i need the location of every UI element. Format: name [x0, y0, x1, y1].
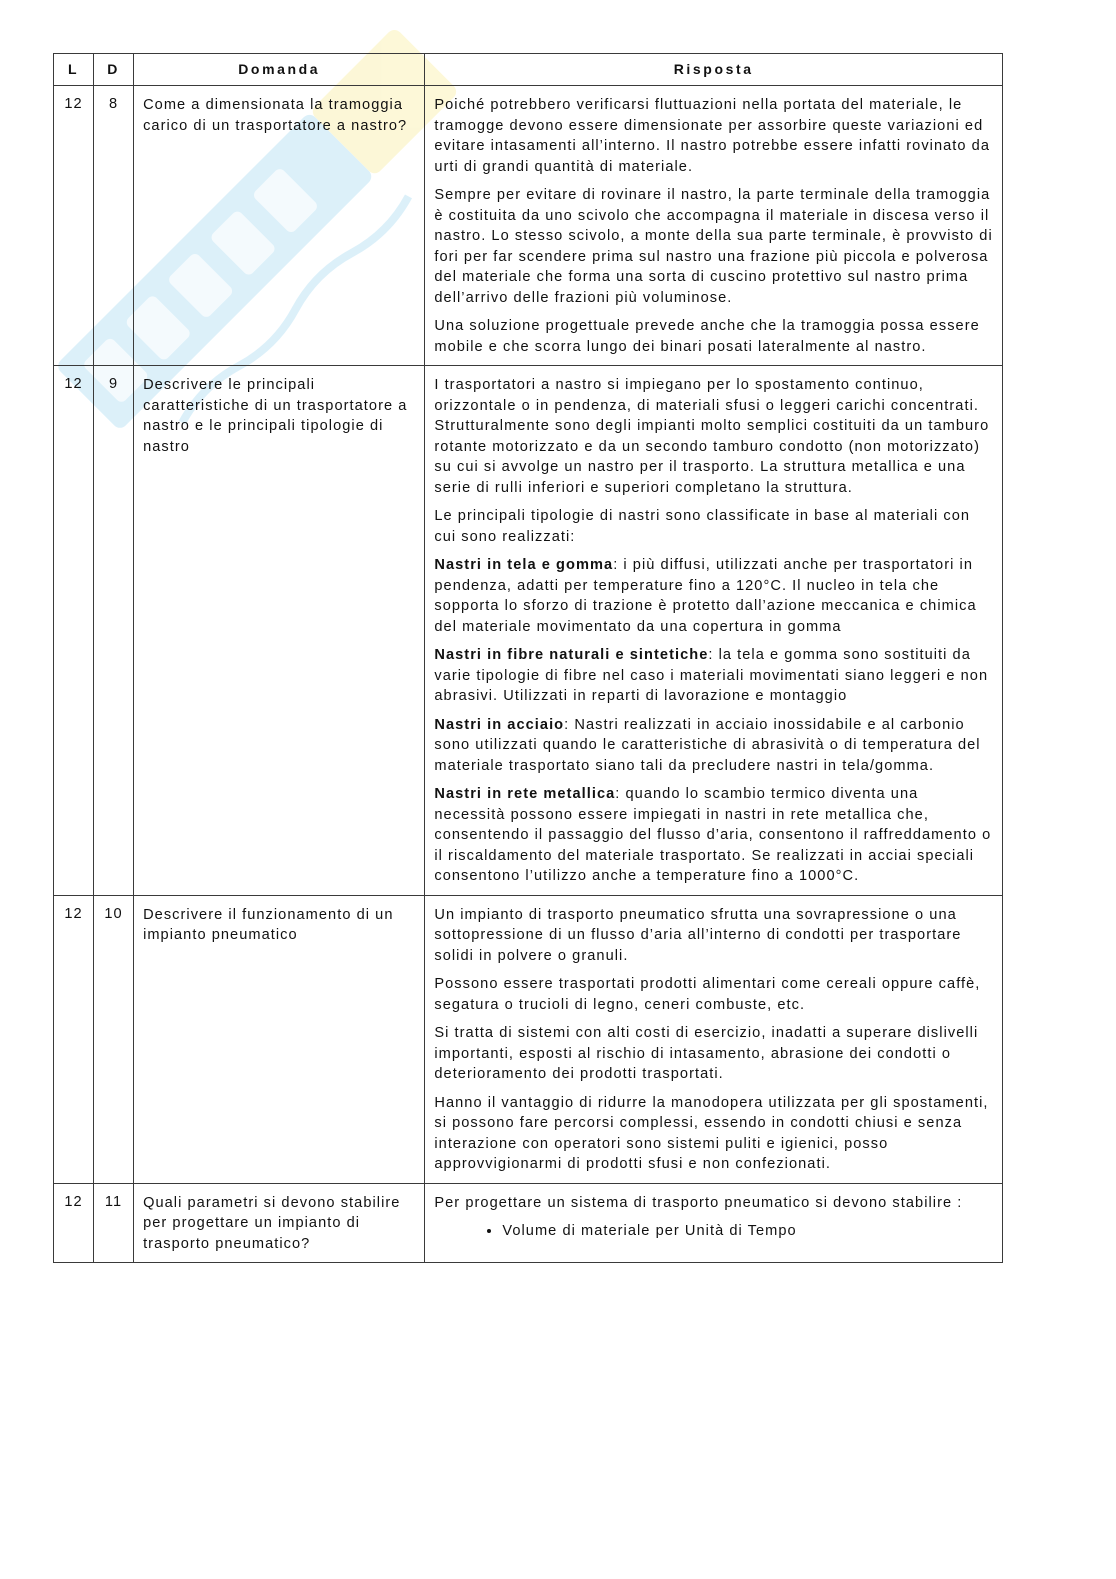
cell-d: 11 — [94, 1183, 134, 1263]
cell-question: Come a dimensionata la tramoggia carico di un trasportatore a nastro? — [134, 86, 425, 366]
cell-answer — [425, 86, 1003, 366]
header-d: D — [94, 54, 134, 86]
answer-paragraph: Hanno il vantaggio di ridurre la manodopera utilizzata per gli spostamenti, si possono fare percorsi complessi, essendo in condotti chiusi e senza interazione con operatori sono sistemi puliti e igienici, posso approvvigionarmi di prodotti sfusi e non confezionati. — [434, 1094, 989, 1172]
cell-d: 9 — [94, 366, 134, 896]
cell-l: 12 — [54, 1183, 94, 1263]
cell-question: Descrivere il funzionamento di un impianto pneumatico — [134, 895, 425, 1183]
answer-paragraph: Poiché potrebbero verificarsi fluttuazioni nella portata del materiale, le tramogge devono essere dimensionate per assorbire queste variazioni ed evitare intasamenti all’interno. Il nastro potrebbe essere infatti rovinato da urti di grandi quantità di materiale. — [434, 97, 991, 175]
cell-question: Descrivere le principali caratteristiche di un trasportatore a nastro e le principali tipologie di nastro — [134, 366, 425, 896]
belt-type-acciaio — [434, 715, 993, 777]
belt-type-description: : Nastri realizzati in acciaio inossidabile e al carbonio sono utilizzati quando le caratteristiche di abrasività o di temperatura del materiale trasportato siano tali da precludere nastri in tela/gomma. — [434, 716, 981, 774]
cell-l: 12 — [54, 86, 94, 366]
header-l: L — [54, 54, 94, 86]
list-item: • Volume di materiale per Unità di Tempo — [502, 1221, 993, 1242]
qa-table — [53, 53, 1003, 1263]
parameter-list — [434, 1221, 993, 1242]
table-row — [54, 1183, 1003, 1263]
cell-question: Quali parametri si devono stabilire per progettare un impianto di trasporto pneumatico? — [134, 1183, 425, 1263]
belt-type-rete-metallica — [434, 784, 993, 887]
table-row — [54, 366, 1003, 896]
answer-paragraph: Le principali tipologie di nastri sono classificate in base al materiali con cui sono realizzati: — [434, 508, 971, 545]
cell-answer — [425, 895, 1003, 1183]
belt-type-description: : quando lo scambio termico diventa una necessità possono essere impiegati in nastri in rete metallica che, consentendo il passaggio del flusso d’aria, consentono il raffreddamento o il riscaldamento del materiale trasportato. Se realizzati in acciai speciali consentono l’utilizzo anche a temperature fino a 1000°C. — [434, 786, 992, 884]
cell-d: 8 — [94, 86, 134, 366]
belt-type-description: : i più diffusi, utilizzati anche per trasportatori in pendenza, adatti per temperature fino a 120°C. Il nucleo in tela che sopporta lo sforzo di trazione è protetto dall’azione meccanica e chimica del materiale movimentato da una copertura in gomma — [434, 557, 977, 635]
belt-type-term: Nastri in acciaio — [434, 716, 565, 733]
header-question: Domanda — [134, 54, 425, 86]
belt-type-term: Nastri in tela e gomma — [434, 557, 614, 573]
answer-paragraph: Un impianto di trasporto pneumatico sfrutta una sovrapressione o una sottopressione di un flusso d’aria all’interno di condotti per trasportare solidi in polvere o granuli. — [434, 906, 962, 964]
answer-paragraph: I trasportatori a nastro si impiegano per lo spostamento continuo, orizzontale o in pendenza, di materiali sfusi o leggeri carichi concentrati. Strutturalmente sono degli impianti molto semplici costituiti da un tamburo rotante motorizzato e da un secondo tamburo condotto (non motorizzato) su cui si avvolge un nastro per il trasporto. La struttura metallica e una serie di rulli inferiori e superiori completano la struttura. — [434, 377, 990, 496]
header-answer: Risposta — [425, 54, 1003, 86]
answer-paragraph: Sempre per evitare di rovinare il nastro, la parte terminale della tramoggia è costituita da uno scivolo che accompagna il materiale in discesa verso il nastro. Lo stesso scivolo, a monte della sua parte terminale, è provvisto di fori per far scendere prima sul nastro una frazione più piccola e polverosa del materiale che forma una sorta di cuscino protettivo sul nastro prima dell’arrivo delle frazioni più voluminose. — [434, 187, 993, 306]
belt-type-tela-gomma — [434, 555, 993, 637]
cell-answer — [425, 1183, 1003, 1263]
answer-paragraph: Possono essere trasportati prodotti alimentari come cereali oppure caffè, segatura o trucioli di legno, ceneri combuste, etc. — [434, 976, 981, 1013]
answer-paragraph: Per progettare un sistema di trasporto pneumatico si devono stabilire : — [434, 1194, 963, 1211]
belt-type-term: Nastri in rete metallica — [434, 786, 616, 802]
table-row — [54, 86, 1003, 366]
belt-type-fibre — [434, 645, 993, 707]
answer-paragraph: Si tratta di sistemi con alti costi di esercizio, inadatti a superare dislivelli importanti, esposti al rischio di intasamento, abrasione dei condotti o deterioramento dei prodotti trasportati. — [434, 1025, 979, 1082]
cell-d: 10 — [94, 895, 134, 1183]
cell-l: 12 — [54, 895, 94, 1183]
cell-l: 12 — [54, 366, 94, 896]
answer-paragraph: Una soluzione progettuale prevede anche che la tramoggia possa essere mobile e che scorra lungo dei binari posati lateralmente al nastro. — [434, 318, 980, 355]
belt-type-description: : la tela e gomma sono sostituiti da varie tipologie di fibre nel caso i materiali movimentati siano leggeri e non abrasivi. Utilizzati in reparti di lavorazione e montaggio — [434, 647, 989, 704]
table-row — [54, 895, 1003, 1183]
table-header-row — [54, 54, 1003, 86]
belt-type-term: Nastri in fibre naturali e sintetiche — [434, 647, 709, 663]
cell-answer — [425, 366, 1003, 896]
